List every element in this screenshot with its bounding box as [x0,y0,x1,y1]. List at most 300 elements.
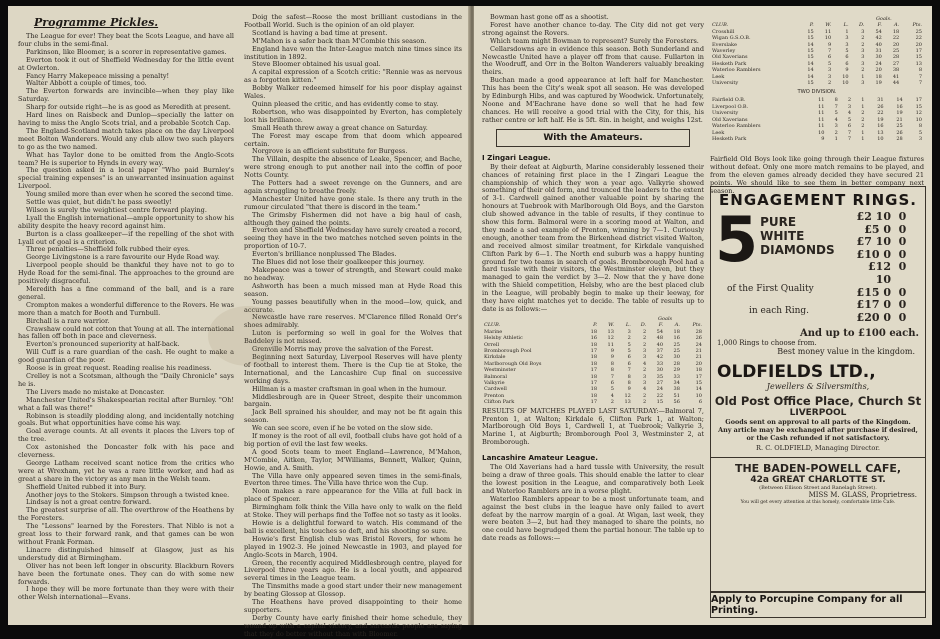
stat-cell: 20 [915,41,922,48]
club-name: Helsby Athletic [484,335,523,342]
column-header: D. [858,22,865,29]
paragraph: Beginning next Saturday, Liverpool Reserves will have plenty of football to interest them. There is the Cup tie at Stoke, the International, and the Lancashire Cup final on successive working days. [244,352,462,385]
stat-cell: 7 [847,135,852,142]
club-name: Kirkdale [484,354,506,361]
stat-cell: 6 [610,379,614,386]
paragraph: A good Scots team to meet England—Lawrence, M'Mahon, M'Combie, Aitken, Taylor, M'Williams, Bennett, Walker, Quinn, Howie, and A. Smith. [244,447,462,472]
paragraph: Oliver has not been left longer in obscurity. Blackburn Rovers have been the fortunate ones. They can do with some new forwards. [18,561,234,586]
paragraph: Lyall the English international—ample opportunity to show his ability despite the heavy record against him. [18,213,234,230]
stat-cell: 6 [827,54,832,61]
stat-cell: 18 [590,392,598,399]
stat-cell: 25 [673,341,680,348]
stat-cell: 18 [673,328,680,335]
amateurs-column [482,14,704,617]
oldfields-name: OLDFIELDS LTD., [717,362,876,383]
paragraph: Crompton makes a wonderful difference to the Rovers. He was more than a match for Booth and Turnbull. [18,300,234,317]
stat-cell: 1 [861,97,865,104]
paragraph: Steve Bloomer obtained his usual goal. [252,60,381,69]
stat-cell: 18 [590,373,598,380]
stat-cell: 2 [642,392,647,399]
right-page [474,6,932,625]
stat-cell: 8 [834,97,838,104]
stat-cell: 3 [642,354,647,361]
stat-cell: 6 [845,54,849,61]
paragraph: Bobby Walker redeemed himself for his poor display against Wales. [244,84,462,101]
stat-cell: 30 [673,354,680,361]
stat-cell: 9 [610,354,614,361]
stat-cell: 2 [827,80,832,87]
stat-cell: 6 [698,399,702,406]
lancs-div2-label: TWO DIVISION. [797,89,837,96]
stat-cell: 2 [861,35,865,42]
stat-cell: 2 [861,123,865,130]
stat-cell: 6 [627,354,631,361]
stat-cell: 21 [695,347,702,354]
stat-cell: 8 [918,67,922,74]
paragraph: Sheffield United rubbed it into Bury. [26,482,147,491]
stat-cell: 3 [861,54,865,61]
stat-cell: 34 [673,379,680,386]
table-row [710,136,924,142]
zingari-table [482,316,704,406]
word-diamonds: DIAMONDS [760,243,835,257]
stat-cell: 10 [695,392,702,399]
stat-cell: 11 [818,123,825,130]
advert-cafe [711,457,925,505]
ring-price-list [855,211,921,324]
oldfields-notice-2: Any article may be exchanged after purchase if desired, or the Cash refunded if not satisfactory. [718,426,918,443]
paragraph: Sharp for outside right—he is as good as Meredith at present. [26,103,231,112]
column-header: Pts. [912,22,922,29]
stat-cell: 17 [590,347,598,354]
paragraph: The "Lessons" learned by the Foresters. That Niblo is not a great loss to their forward rank, and that games can be won without Frank Forman. [18,522,234,546]
paragraph: Quinn pleased the critic, and has evidently come to stay. [252,99,439,108]
stat-cell: 1 [861,135,865,142]
stat-cell: 3 [642,379,647,386]
price-pence: 0 [891,260,907,274]
paragraph: England have won the Inter-League match nine times since its institution in 1892. [244,44,462,61]
stat-cell: 10 [915,116,922,123]
stat-cell: 1 [861,103,865,110]
club-name: Leek [712,129,725,136]
stat-cell: 2 [861,110,865,117]
stat-cell: 26 [877,103,884,110]
stat-cell: 15 [807,48,814,55]
paragraph: A capital expression of a Scotch critic: "Rennie was as nervous as a forgotten kitten." [244,68,462,85]
price-pence: 0 [891,210,907,223]
paragraph: The question asked in a local paper "Who paid Burnley's special training expenses" is an unwarranted insinuation against Liverpool. [18,166,234,191]
paragraph: The League for ever! They beat the Scots League, and have all four clubs in the semi-final. [18,32,234,48]
paragraph: The Everton forwards are invincible—when they play like Saturday. [18,87,234,104]
paragraph: M'Mahon is a safer back than M'Combie this season. [252,36,427,45]
stat-cell: 4 [642,386,647,393]
column-header: P. [809,22,814,29]
pickles-paragraphs-1 [18,33,234,602]
paragraph: The Blues did not lose their goalkeeper this journey. [252,258,425,267]
paragraph: The England-Scotland match takes place on the day Liverpool meet Bolton Wanderers. Would any club allow two such players to go as the two named. [18,126,234,151]
paragraph: George Latham received scant notice from the critics who were at Wrexham, yet he was a rare little worker, and had as great a share in the victory as any man in the Welsh team. [18,458,234,483]
stat-cell: 7 [834,103,838,110]
stat-cell: 16 [673,335,680,342]
paragraph: Noon makes a rare appearance for the Villa at full back in place of Spencer. [244,487,462,504]
first-quality-line: of the First Quality [727,284,814,295]
column-header: L. [843,22,849,29]
club-name: Everslake [712,41,737,48]
stat-cell: 12 [624,392,631,399]
club-name: University [712,110,739,117]
paragraph: Robertson, who was disappointed by Everton, has completely lost his brilliance. [244,107,462,124]
paragraph: Howie is a delightful forward to watch. His command of the ball is excellent, his touches so deft, and his shooting so sure. [244,519,462,535]
paragraph: Howie's first English club was Bristol Rovers, for whom he played in 1902-3. He joined Newcastle in 1903, and played for Anglo-Scots in March, 1904. [244,534,462,559]
stat-cell: 3 [861,28,865,35]
paragraph: The Villa have only appeared seven times in the semi-finals, Everton three times. The Villa have thrice won the Cup. [244,471,462,488]
paragraph: Small Heath threw away a great chance on Saturday. [252,123,428,132]
choose-line: 1,000 Rings to choose from. [717,339,817,348]
column-header: A. [674,322,680,329]
paragraph: Newcastle have rare reserves. M'Clarence filled Ronald Orr's shoes admirably. [244,313,462,330]
club-name: Waverley [712,48,736,55]
stat-cell: 1 [861,129,865,136]
stat-cell: 15 [807,80,814,87]
programme-pickles-heading: Programme Pickles. [34,16,159,29]
oldfields-trade: Jewellers & Silversmiths, [766,382,870,392]
stat-cell: 17 [915,48,922,55]
cafe-name: THE BADEN-POWELL CAFE, [734,462,902,476]
paragraph: Forest have another chance to-day. The City did not get very strong against the Rovers. [482,20,704,37]
stat-cell: 22 [892,35,900,42]
club-name: Leek [712,73,725,80]
paragraph: Hard lines on Raisbeck and Dunlop—specially the latter on having to miss the Anglo Scots trial, and a probable Scotch Cap. [18,111,234,127]
paragraph: Bowman hast gone off as a shootist. [490,13,609,21]
stat-cell: 15 [807,35,814,42]
lancs-title: Lancashire Amateur League. [482,453,598,463]
stat-cell: 11 [818,97,825,104]
stat-cell: 3 [834,123,838,130]
price-amount: £5 0 [864,222,891,236]
stat-cell: 2 [861,41,865,48]
price-pence: 0 [891,222,907,236]
lancs-div2-body [710,97,924,142]
paragraph: Norgrove is an efficient substitute for Burgess. [252,147,408,156]
advert-porcupine: Apply to Porcupine Company for all Printing. [710,592,926,618]
stat-cell: 1 [861,73,865,80]
stat-cell: 14 [807,60,814,67]
stat-cell: 44 [892,80,900,87]
stat-cell: 14 [695,386,702,393]
stat-cell: 54 [656,328,664,335]
stat-cell: 2 [642,328,647,335]
stat-cell: 5 [627,341,631,348]
stat-cell: 13 [915,60,922,67]
club-name: Waterloo Ramblers [712,123,761,130]
paragraph: Manchester United have gone stale. Is there any truth in the rumour circulated "that there is discord in the team." [244,194,462,211]
price-pence: 0 [891,310,907,324]
lancs-tables [710,14,924,144]
stat-cell: 30 [875,54,882,61]
stat-cell: 11 [818,103,825,110]
stat-cell: 9 [827,41,832,48]
stat-cell: 14 [896,97,903,104]
stat-cell: 13 [624,399,631,406]
stat-cell: 41 [892,73,900,80]
stat-cell: 18 [590,360,598,367]
stat-cell: 7 [847,129,852,136]
paragraph: What has Taylor done to be omitted from the Anglo-Scots team? He is superior to Hynds in every way. [18,150,234,167]
stat-cell: 21 [896,116,903,123]
stat-cell: 18 [875,73,882,80]
stat-cell: 18 [590,341,598,348]
stat-cell: 28 [695,328,702,335]
stat-cell: 10 [842,80,849,87]
price-pence: 0 [891,235,907,249]
paragraph: The Potters had a sweet revenge on the Gunners, and are again struggling to breathe freely. [244,179,462,195]
stat-cell: 19 [877,116,884,123]
zingari-results: RESULTS OF MATCHES PLAYED LAST SATURDAY:—Balmoral 7, Prenton 1, at Walton; Kirkdale 6, Clifton Park 1, at Walton; Marlborough Old Boys 1, Cardwell 1, at Tuebrook; Valkyrie 3, Marine 1, at Aigburth; Bromborough Pool 3, Westminster 2, at Bromborough. [482,406,704,447]
stat-cell: 2 [834,129,838,136]
engagement-rings-title: ENGAGEMENT RINGS. [719,191,917,209]
zingari-paragraphs [482,164,704,314]
stat-cell: 2 [642,399,647,406]
stat-cell: 25 [673,347,680,354]
price-amount: £12 10 [868,260,891,286]
stat-cell: 30 [656,367,664,374]
stat-cell: 3 [861,60,865,67]
stat-cell: 54 [875,28,882,35]
stat-cell: 25 [892,48,900,55]
stat-cell: 26 [896,129,903,136]
stat-cell: 38 [673,386,680,393]
paragraph: Everton and Sheffield Wednesday have surely created a record, seeing they have in the two matches notched seven points in the proportion of 10-7. [244,226,462,251]
each-ring-line: in each Ring. [749,306,809,317]
paragraph: Another joys to the Stokers. Simpson through a twisted knee. [26,490,230,499]
cafe-address: 42a GREAT CHARLOTTE ST. [750,475,886,486]
stat-cell: 5 [918,129,922,136]
lancs-div1-table [710,16,924,86]
paragraph: Three penalties—Sheffield folk rubbed their eyes. [26,245,191,254]
stat-cell: 42 [875,35,882,42]
stat-cell: 2 [861,116,865,123]
stat-cell: 3 [642,347,647,354]
stat-cell: 1 [845,28,849,35]
stat-cell: 7 [918,80,922,87]
paragraph: The Villain, despite the absence of Leake, Spencer, and Bache, were strong enough to put another nail into the coffin of poor Notts County. [244,155,462,180]
paragraph: Birmingham folk think the Villa have only to walk on the field at Stoke. They will perhaps find the Toffee not so tasty as it looks. [244,503,462,520]
club-name: Wigan G.S.O.B. [712,35,751,42]
stat-cell: 16 [877,123,884,130]
stat-cell: 7 [627,367,631,374]
column-header: CLUB. [484,322,501,329]
stat-cell: 8 [610,360,614,367]
price-amount: £7 10 [856,235,891,249]
ring-price [855,312,921,325]
paragraph: Meredith has a fine command of the ball, and is a rare general. [18,285,234,301]
stat-cell: 8 [627,379,631,386]
stat-cell: 20 [695,360,702,367]
paragraph: Which team might Bowman to represent? Surely the Foresters. [490,36,699,45]
advert-oldfields [710,186,926,592]
stat-cell: 4 [610,392,614,399]
stat-cell: 6 [847,123,852,130]
word-pure: PURE [760,215,797,229]
column-header: CLUB. [712,22,729,29]
column-header: W. [608,322,614,329]
paragraph: Young passes beautifully when in the mood—low, quick, and accurate. [244,297,462,314]
paragraph: Roose is in great request. Reading realise his readiness. [26,364,212,373]
stat-cell: 21 [695,354,702,361]
paragraph: Young smiled more than ever when he scored the second time. [26,190,234,199]
paragraph: The Livers made no mistake at Doncaster. [26,387,165,396]
stat-cell: 51 [673,392,680,399]
stat-cell: 2 [642,335,647,342]
club-name: Liverpool O.B. [712,103,749,110]
lancs-div1-body [710,29,924,87]
oldfields-notice-1: Goods sent on approval to all parts of the Kingdom. [725,418,911,427]
club-name: Valkyrie [484,379,505,386]
ring-price [855,211,921,224]
stat-cell: 35 [656,373,664,380]
stat-cell: 15 [807,28,814,35]
paragraph: Ashworth has been a much missed man at Hyde Road this season. [244,281,462,298]
stat-cell: 22 [915,35,922,42]
stat-cell: 28 [673,360,680,367]
stat-cell: 16 [896,103,903,110]
price-pence: 0 [891,247,907,261]
club-name: Westminster [484,367,516,374]
club-name: Hesketh Park [712,60,747,67]
stat-cell: 8 [627,373,631,380]
stat-cell: 17 [590,379,598,386]
column-header: W. [825,22,832,29]
stat-cell: 9 [821,135,825,142]
stat-cell: 11 [818,110,825,117]
stat-cell: 13 [607,328,614,335]
paragraph: I hope they will be more fortunate than they were with their other Welsh international—Evans. [18,585,234,602]
programme-pickles-column-1 [18,14,234,617]
stat-cell: 7 [827,48,832,55]
stat-cell: 10 [877,135,884,142]
fairfield-paragraph: Fairfield Old Boys look like going through their League fixtures without defeat. Only one more match remains to be played, and from the eleven games already decided they have secured 21 points. We should like to see them in better company next season. [710,155,924,195]
paragraph: Luton is performing so well in goal for the Wolves that Baddeley is not missed. [244,329,462,346]
stat-cell: 7 [918,73,922,80]
price-pence: 0 [891,285,907,299]
paragraph: Liverpool people should be thankful they have not to go to Hyde Road for the semi-final. The approaches to the ground are positively disgraceful. [18,261,234,286]
stat-cell: 24 [656,386,664,393]
paragraph: Everton's brilliance nonplussed The Blades. [252,250,397,259]
cafe-proprietress: MISS M. GLASS, Proprietress. [808,491,917,500]
stat-cell: 56 [673,399,680,406]
stat-cell: 15 [915,54,922,61]
best-value-line: Best money value in the kingdom. [777,347,915,357]
price-amount: £10 0 [856,247,891,261]
stat-cell: 22 [656,392,664,399]
stat-cell: 18 [590,354,598,361]
stat-cell: 24 [875,60,882,67]
stat-cell: 12 [915,110,922,117]
stat-cell: 9 [845,67,849,74]
paragraph: Grenville Morris may prove the salvation of the Forest. [252,345,434,354]
column-header: F. [877,22,882,29]
column-header: F. [658,322,664,329]
zingari-goals-label: Goals [657,315,673,322]
club-name: Old Xaverians [712,54,748,61]
stat-cell: 3 [918,135,922,142]
stat-cell: 17 [590,399,598,406]
price-amount: £17 0 [856,298,891,312]
diamond-words [760,215,835,257]
stat-cell: 14 [807,41,814,48]
paragraph: Fancy Harry Makepeace missing a penalty! [26,71,170,80]
paragraph: Makepeace was a tower of strength, and Stewart could make no headway. [244,266,462,282]
paragraph: Buchan made a good appearance at left half for Manchester. This has been the City's weak spot all season. He was developed by Edinburgh Hibs, and was captured by Woodwick. Unfortunately, Noone and M'Eachrane have done so well that he had few chances. He will receive a good trial with the City, for this, his rather centre or left half. He is 5ft. 8in. in height, and weighs 12st. [482,76,704,124]
paragraph: Green, the recently acquired Middlesbrough centre, played for Liverpool three years ago. He is a local youth, and appeared several times in the League team. [244,558,462,583]
stat-cell: 33 [673,373,680,380]
stat-cell: 11 [818,116,825,123]
stat-cell: 2 [610,399,614,406]
ring-price [855,299,921,312]
paragraph: Derby County have early finished their home schedule, they wound up with a capital victory, and sarcastic people are saying that they do better without than with Bloomer. [244,613,462,638]
zingari-title: I Zingari League. [482,152,551,162]
club-name: Crosshill [712,28,735,35]
paragraph: Hillman is a master craftsman in goal when in the humour. [252,384,447,393]
stat-cell: 40 [875,41,882,48]
stat-cell: 24 [695,341,702,348]
paragraph: We can see score, even if he be voted on the slow side. [252,424,433,433]
paragraph: Walter Abbott a couple of times, too. [26,79,147,88]
club-name: Prenton [484,392,505,399]
club-name: Marine [484,328,503,335]
stat-cell: 2 [627,335,631,342]
stat-cell: 13 [877,129,884,136]
paragraph: Birchall is a rare warrior. [26,316,110,325]
paragraph: Cellarsdowns are in evidence this season. Both Sunderland and Newcastle United have a player off from that cause. Fullarton in the Woodruff, and Orr in the Bolton Wanderers valuably breaking theirs. [482,44,704,77]
stat-cell: 10 [824,35,832,42]
paragraph: The Tinsmiths made a good start under their new management by beating Glossop at Glossop. [244,582,462,599]
stat-cell: 18 [590,328,598,335]
stat-cell: 10 [842,73,849,80]
stat-cell: 22 [877,110,884,117]
stat-cell: 18 [590,386,598,393]
club-name: Fairfield O.B. [712,97,746,104]
paragraph: Jack Bell sprained his shoulder, and may not be fit again this season. [244,408,462,425]
stat-cell: 17 [590,367,598,374]
club-name: Cardwell [484,386,507,393]
zingari-table-body [482,329,704,406]
stat-cell: 14 [807,67,814,74]
column-intro-paragraphs [482,14,704,125]
paragraph: George Livingstone is a rare favourite our Hyde Road way. [26,253,220,262]
oldfields-address: Old Post Office Place, Church St [714,394,922,409]
stat-cell: 28 [896,135,903,142]
stat-cell: 3 [861,80,865,87]
stat-cell: 12 [607,335,614,342]
stat-cell: 1 [834,135,838,142]
paragraph: Everton's pronounced superiority at half-back. [26,340,180,349]
stat-cell: 7 [610,373,614,380]
club-name: Old Xaverians [712,116,748,123]
stat-cell: 5 [834,110,838,117]
stat-cell: 5 [827,60,832,67]
column-header: Pts. [692,322,702,329]
paragraph: Everton took it out of Sheffield Wednesday for the little event at Owlerton. [18,55,234,72]
stat-cell: 29 [673,367,680,374]
paragraph: Waterloo Ramblers appear to be a most unfortunate team, and against the best clubs in the league have only failed to avert defeat by the narrow margin of a goal. At Wigan, last week, they were beaten 3—2, but had they managed to share the points, no one could have begrudged them the partial honour. The table up to date reads as follows:— [482,494,704,543]
paragraph: If money is the root of all evil, football clubs have got hold of a big portion of evil the last few weeks. [244,432,462,448]
stat-cell: 2 [847,97,852,104]
stat-cell: 9 [610,347,614,354]
stat-cell: 19 [896,110,903,117]
stat-cell: 18 [695,367,702,374]
stat-cell: 2 [861,67,865,74]
